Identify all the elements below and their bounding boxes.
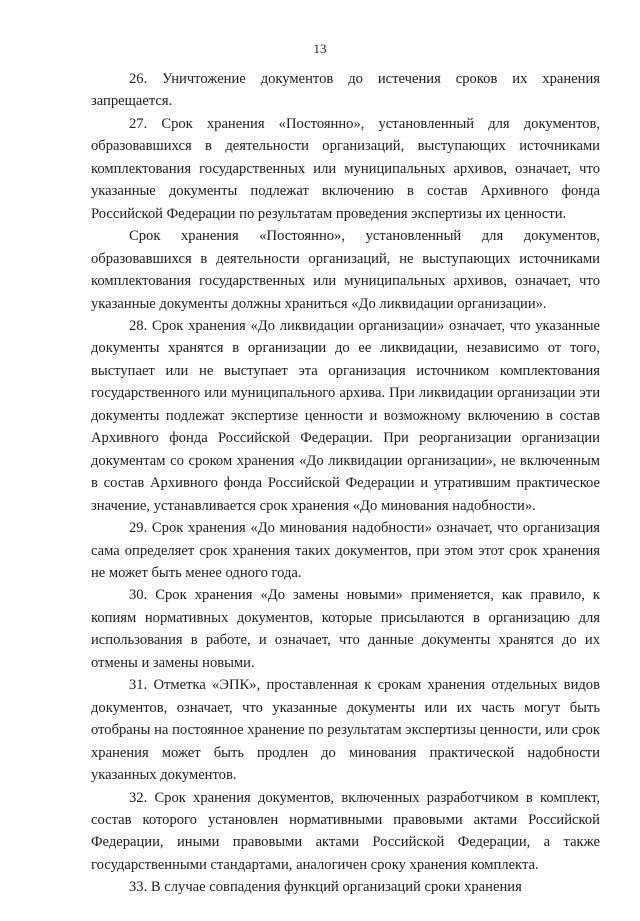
page-number: 13 xyxy=(313,41,327,56)
document-body xyxy=(91,68,600,899)
paragraph-32: 32. Срок хранения документов, включенных разработчиком в комплект, состав которого установлен нормативными правовыми актами Российской Федерации, иными правовыми актами Российской Федерации, а также государственными стандартами, аналогичен сроку хранения комплекта. xyxy=(91,789,600,873)
paragraph-31: 31. Отметка «ЭПК», проставленная к срокам хранения отдельных видов документов, означает, что указанные документы или их часть могут быть отобраны на постоянное хранение по результатам экспертизы ценности, или срок хранения может быть продлен до минования практической надобности указанных документов. xyxy=(91,677,600,784)
paragraph-33: 33. В случае совпадения функций организаций сроки хранения xyxy=(129,879,522,896)
paragraph-29: 29. Срок хранения «До минования надобности» означает, что организация сама определяет срок хранения таких документов, при этом этот срок хранения не может быть менее одного года. xyxy=(91,520,600,581)
paragraph-26: 26. Уничтожение документов до истечения сроков их хранения запрещается. xyxy=(91,71,600,110)
paragraph-28: 28. Срок хранения «До ликвидации организации» означает, что указанные документы хранятся в организации до ее ликвидации, независимо от того, выступает или не выступает эта организация источником комплектования государственного или муниципального архива. При ликвидации организации эти документы подлежат экспертизе ценности и возможному включению в состав Архивного фонда Российской Федерации. При реорганизации организации документам со сроком хранения «До ликвидации организации», не включенным в состав Архивного фонда Российской Федерации и утратившим практическое значение, устанавливается срок хранения «До минования надобности». xyxy=(91,317,600,514)
paragraph-27: 27. Срок хранения «Постоянно», установленный для документов, образовавшихся в деятельности организаций, выступающих источниками комплектования государственных или муниципальных архивов, означает, что указанные документы подлежат включению в состав Архивного фонда Российской Федерации по результатам проведения экспертизы их ценности. xyxy=(91,115,600,222)
paragraph-30: 30. Срок хранения «До замены новыми» применяется, как правило, к копиям нормативных документов, которые присылаются в организацию для использования в работе, и означает, что данные документы хранятся до их отмены и замены новыми. xyxy=(91,587,600,671)
paragraph-27-continued: Срок хранения «Постоянно», установленный для документов, образовавшихся в деятельности организаций, не выступающих источниками комплектования государственных или муниципальных архивов, означает, что указанные документы должны храниться «До ликвидации организации». xyxy=(91,228,600,312)
